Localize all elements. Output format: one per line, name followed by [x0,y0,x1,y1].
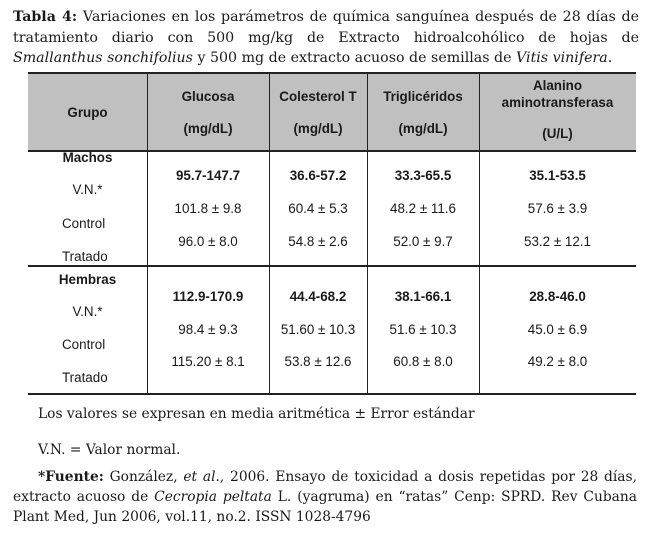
row-label: Tratado [62,249,108,264]
table-bottom-rule [28,393,636,395]
cell-value: 60.4 ± 5.3 [288,201,348,216]
header-alt-line2: aminotransferasa [501,95,614,110]
cell-value: 112.9-170.9 [172,289,244,304]
source-text-end: L. (yagruma) en “ratas” Cenp: SPRD. Rev Cubana Plant Med, Jun 2006, vol.11, no.2. ISSN 1028-4796 [13,489,638,525]
header-glucosa-unit: (mg/dL) [183,121,233,136]
group-hembras: Hembras [58,272,117,287]
group-divider [28,265,636,267]
cell-value: 51.6 ± 10.3 [389,322,457,337]
source-etal: et al [183,469,216,485]
row-label: Tratado [62,370,108,385]
cell-value: 53.2 ± 12.1 [524,234,591,249]
data-table [28,72,636,395]
header-colesterol: Colesterol T [279,89,357,104]
header-trigliceridos: Triglicéridos [383,89,463,104]
cell-value: 53.8 ± 12.6 [284,354,352,369]
cell-value: 54.8 ± 2.6 [288,234,348,249]
source-label: *Fuente: [38,469,104,485]
cell-value: 98.4 ± 9.3 [178,322,238,337]
cell-value: 33.3-65.5 [394,168,452,183]
header-grupo: Grupo [67,105,108,120]
header-alt-line1: Alanino [532,78,583,93]
header-glucosa: Glucosa [181,89,235,104]
cell-value: 96.0 ± 8.0 [178,234,238,249]
source-text: ., 2006. Ensayo de toxicidad a dosis repetidas por 28 días, extracto acuoso de [13,469,637,505]
cell-value: 51.60 ± 10.3 [280,322,356,337]
source-species: Cecropia peltata [154,489,272,505]
cell-value: 35.1-53.5 [529,168,586,183]
cell-value: 57.6 ± 3.9 [527,201,588,216]
group-machos: Machos [62,150,113,165]
row-label: Control [62,216,106,231]
cell-value: 115.20 ± 8.1 [171,354,245,369]
vn-note: V.N. = Valor normal. [38,442,181,458]
cell-value: 95.7-147.7 [175,168,241,183]
cell-value: 28.8-46.0 [529,289,586,304]
caption-label: Tabla 4: [13,9,78,25]
cell-value: 48.2 ± 11.6 [390,201,456,216]
header-alt-unit: (U/L) [542,126,573,141]
source-note [13,467,637,527]
cell-value: 44.4-68.2 [289,289,347,304]
cell-value: 38.1-66.1 [394,289,452,304]
values-note: Los valores se expresan en media aritmética ± Error estándar [38,406,475,422]
table-caption [13,7,639,69]
cell-value: 49.2 ± 8.0 [527,354,588,369]
caption-text-3: . [607,50,613,66]
caption-species-2: Vitis vinifera [516,50,608,66]
caption-text-2: y 500 mg de extracto acuoso de semillas de [197,50,512,66]
row-label: V.N.* [72,182,103,197]
header-trigliceridos-unit: (mg/dL) [398,121,448,136]
caption-species-1: Smallanthus sonchifolius [13,50,193,66]
cell-value: 36.6-57.2 [289,168,347,183]
source-author: González, [109,469,178,485]
cell-value: 45.0 ± 6.9 [527,322,588,337]
header-colesterol-unit: (mg/dL) [293,121,343,136]
row-label: V.N.* [72,304,103,319]
cell-value: 101.8 ± 9.8 [174,201,242,216]
caption-text-1: Variaciones en los parámetros de química sanguínea después de 28 días de tratamiento diario con 500 mg/kg de Extracto hidroalcohólico de hojas de [13,9,640,46]
cell-value: 60.8 ± 8.0 [393,354,453,369]
row-label: Control [62,337,106,352]
cell-value: 52.0 ± 9.7 [393,234,453,249]
